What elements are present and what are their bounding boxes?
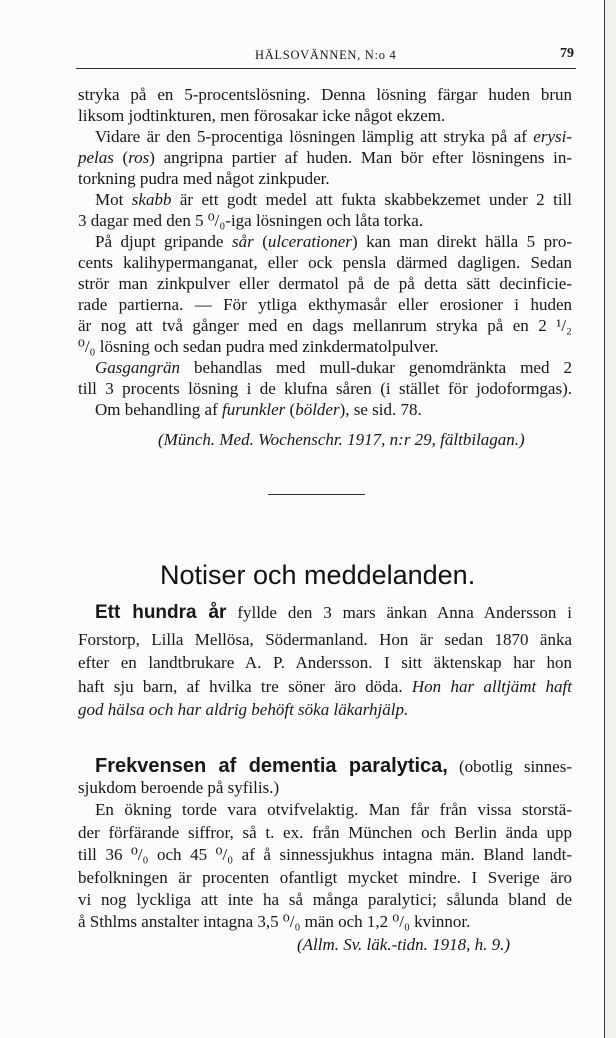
italic-term: Hon har alltjämt haft xyxy=(411,676,573,696)
text-line: liksom jodtinkturen, men förosakar icke något ekzem. xyxy=(78,106,446,125)
article-paragraph xyxy=(78,126,572,189)
line-text: haft sju barn, af hvilka tre söner äro döda. xyxy=(78,676,412,696)
italic-term: Gasgangrän xyxy=(95,358,181,377)
text-line: ⁰/₀ lösning och sedan pudra med zinkdermatolpulver. xyxy=(78,337,439,356)
notice-headline: Ett hundra år xyxy=(95,602,227,623)
text-line xyxy=(78,189,572,210)
text-line xyxy=(78,598,572,628)
text-line: stryka på en 5-procentslösning. Denna lösning färgar huden brun xyxy=(78,85,572,104)
line-text: ( xyxy=(253,232,268,251)
article-paragraph xyxy=(78,84,572,126)
page-number: 79 xyxy=(560,46,574,61)
notice-item xyxy=(78,598,572,721)
text-line xyxy=(78,126,572,147)
line-text: (obotlig sinnes- xyxy=(458,757,573,776)
text-line xyxy=(78,231,572,252)
text-line: cents kalihypermanganat, eller ock pensla därmed dagligen. Sedan xyxy=(78,253,572,272)
text-line: efter en landtbrukare A. P. Andersson. I sitt äktenskap har hon xyxy=(78,653,572,673)
header-rule xyxy=(76,68,576,69)
article-paragraph xyxy=(78,231,572,357)
text-line xyxy=(78,675,572,698)
article-paragraph xyxy=(78,189,572,231)
page-edge xyxy=(604,0,616,1038)
running-title: HÄLSOVÄNNEN, N:o 4 xyxy=(255,48,397,62)
line-text: Vidare är den 5-procentiga lösningen lämplig att stryka på af xyxy=(95,127,534,146)
italic-term: skabb xyxy=(131,190,172,209)
italic-term: erysi- xyxy=(533,127,572,146)
text-line: befolkningen är procenten ofantligt mycket mindre. I Sverige äro xyxy=(78,867,572,887)
text-line: är nog att två gånger med en dags mellanrum stryka på en 2 ¹/₂ xyxy=(78,316,572,335)
line-text: Mot xyxy=(95,190,132,209)
article-paragraph xyxy=(78,399,572,420)
italic-term: ulcerationer xyxy=(267,232,352,251)
italic-term: furunkler xyxy=(222,400,286,419)
text-line xyxy=(78,399,572,420)
line-text: ) angripna partier af huden. Man bör efter lösningens in- xyxy=(149,148,572,167)
line-text: fyllde den 3 mars änkan Anna Andersson i xyxy=(237,603,573,622)
line-text: ( xyxy=(285,400,296,419)
italic-term: sår xyxy=(231,232,254,251)
italic-term: ros xyxy=(128,148,150,167)
section-divider xyxy=(268,494,365,495)
text-line: rade partierna. — För ytliga ekthymasår eller erosioner i huden xyxy=(78,295,572,314)
text-line: Forstorp, Lilla Mellösa, Södermanland. Hon är sedan 1870 änka xyxy=(78,630,572,649)
italic-term: bölder xyxy=(295,400,340,419)
text-line: sjukdom beroende på syfilis.) xyxy=(78,778,280,797)
text-line: å Sthlms anstalter intagna 3,5 ⁰/₀ män och 1,2 ⁰/₀ kvinnor. xyxy=(78,912,471,932)
article-paragraph xyxy=(78,357,572,399)
section-title: Notiser och meddelanden. xyxy=(160,560,476,590)
line-text: ), se sid. 78. xyxy=(339,400,422,419)
citation: (Münch. Med. Wochenschr. 1917, n:r 29, fältbilagan.) xyxy=(158,430,525,449)
text-line: vi nog lyckliga att inte ha så många paralytici; sålunda bland de xyxy=(78,889,572,909)
text-line: torkning pudra med något zinkpuder. xyxy=(78,169,330,188)
text-line: till 36 ⁰/₀ och 45 ⁰/₀ af å sinnessjukhus intagna män. Bland landt- xyxy=(78,845,572,865)
citation: (Allm. Sv. läk.-tidn. 1918, h. 9.) xyxy=(297,934,511,954)
text-line: 3 dagar med den 5 ⁰/₀-iga lösningen och låta torka. xyxy=(78,211,424,230)
text-line xyxy=(78,147,572,168)
line-text: är ett godt medel att fukta skabbekzemet under 2 till xyxy=(171,190,572,209)
text-line: god hälsa och har aldrig behöft söka läkarhjälp. xyxy=(78,699,409,719)
line-text: Om behandling af xyxy=(95,400,222,419)
text-line: der förfärande siffror, så t. ex. från München och Berlin ända upp xyxy=(78,822,572,842)
text-line xyxy=(78,357,572,378)
text-line: strör man zinkpulver eller dermatol på de på detta sätt decinficie- xyxy=(78,274,572,293)
text-line: En ökning torde vara otvifvelaktig. Man får från vissa storstä- xyxy=(95,800,572,820)
notice-item xyxy=(78,755,572,956)
line-text: behandlas med mull-dukar genomdränkta med 2 xyxy=(180,358,572,377)
italic-term: pelas xyxy=(78,148,114,167)
notice-headline: Frekvensen af dementia paralytica, xyxy=(95,755,448,777)
text-line xyxy=(78,755,572,777)
text-line: till 3 procents lösning i de klufna såren (i stället för jodoformgas). xyxy=(78,379,572,398)
line-text: ( xyxy=(113,148,129,167)
line-text: ) kan man direkt hälla 5 pro- xyxy=(351,232,572,251)
article-continuation xyxy=(78,84,572,450)
line-text: På djupt gripande xyxy=(95,232,232,251)
